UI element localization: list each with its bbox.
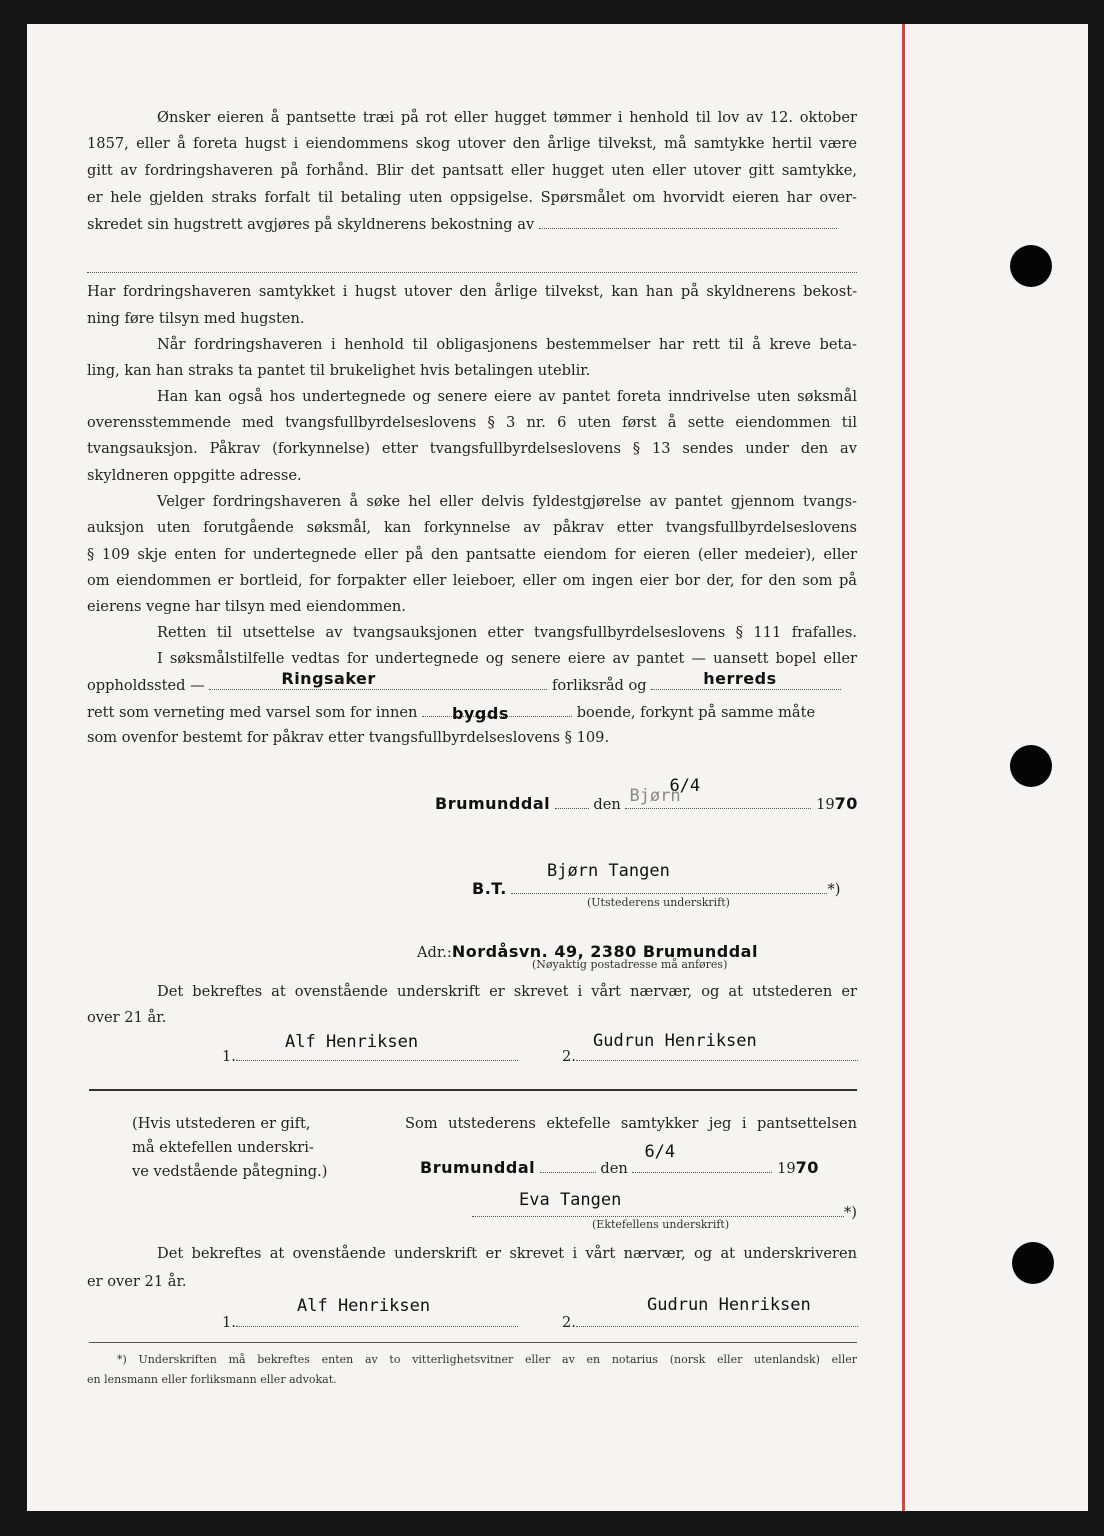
text-line: Det bekreftes at ovenstående underskrift er skrevet i vårt nærvær, og at underskriveren bbox=[157, 1245, 857, 1262]
text-line: § 109 skje enten for undertegnede eller på den pantsatte eiendom for eieren (eller medeier), eller bbox=[87, 546, 857, 563]
text-line: oppholdssted — Ringsaker forliksråd og herreds bbox=[87, 675, 857, 696]
text-line: auksjon uten forutgående søksmål, kan forkynnelse av påkrav etter tvangsfullbyrdelseslovens bbox=[87, 519, 857, 536]
text-line: over 21 år. bbox=[87, 1009, 167, 1026]
text-line: Retten til utsettelse av tvangsauksjonen etter tvangsfullbyrdelseslovens § 111 frafalles. bbox=[157, 624, 857, 641]
place-date-line: Brumunddal den Bjørn 6/4 1970 bbox=[435, 776, 858, 813]
text-line: om eiendommen er bortleid, for forpakter eller leieboer, eller om ingen eier bor der, for den som på bbox=[87, 572, 857, 589]
margin-line bbox=[902, 24, 905, 1511]
text-line: er hele gjelden straks forfalt til betaling uten oppsigelse. Spørsmålet om hvorvidt eieren har over- bbox=[87, 189, 857, 206]
text-line: 1857, eller å foreta hugst i eiendommens skog utover den årlige tilvekst, må samtykke hertil være bbox=[87, 135, 857, 152]
text-fragment: skredet sin hugstrett avgjøres på skyldnerens bekostning av bbox=[87, 216, 535, 233]
place-stamp: Brumunddal bbox=[435, 794, 551, 813]
dotted-blank bbox=[209, 669, 547, 690]
text-line: som ovenfor bestemt for påkrav etter tvangsfullbyrdelseslovens § 109. bbox=[87, 729, 610, 746]
signature-line: 1. bbox=[222, 1312, 518, 1333]
text-line: overensstemmende med tvangsfullbyrdelseslovens § 3 nr. 6 uten først å sette eiendommen til bbox=[87, 414, 857, 431]
dotted-blank bbox=[422, 702, 572, 723]
year-stamp: 70 bbox=[795, 1158, 819, 1177]
note-line: må ektefellen underskri- bbox=[132, 1139, 314, 1156]
witness-signature: Gudrun Henriksen bbox=[593, 1031, 757, 1051]
witness-signature: Gudrun Henriksen bbox=[647, 1295, 811, 1315]
section-divider bbox=[89, 1089, 857, 1091]
signature-caption: (Utstederens underskrift) bbox=[587, 896, 730, 909]
text-line: eierens vegne har tilsyn med eiendommen. bbox=[87, 598, 406, 615]
signature-line: B.T. *) bbox=[472, 879, 841, 898]
dotted-line-row bbox=[87, 258, 857, 279]
dotted-blank bbox=[539, 214, 837, 229]
dotted-blank bbox=[632, 1142, 772, 1173]
text-line: Ønsker eieren å pantsette træi på rot eller hugget tømmer i henhold til lov av 12. oktober bbox=[157, 109, 857, 126]
witness-signature: Alf Henriksen bbox=[297, 1296, 431, 1316]
date-handwritten: 6/4 bbox=[644, 1142, 676, 1162]
dotted-blank bbox=[555, 794, 589, 809]
signature-line: *) bbox=[472, 1202, 857, 1223]
place-stamp: Brumunddal bbox=[420, 1158, 536, 1177]
dotted-blank bbox=[236, 1312, 518, 1327]
text-line: skyldneren oppgitte adresse. bbox=[87, 467, 302, 484]
text-line bbox=[87, 214, 857, 235]
note-line: ve vedstående påtegning.) bbox=[132, 1163, 328, 1180]
crossed-out-name: Bjørn bbox=[629, 786, 681, 806]
text-line: Det bekreftes at ovenstående underskrift er skrevet i vårt nærvær, og at utstederen er bbox=[157, 983, 857, 1000]
place-date-line: Brumunddal den 6/4 1970 bbox=[420, 1142, 819, 1177]
dotted-blank bbox=[236, 1046, 518, 1061]
signature-line: 2. bbox=[562, 1312, 858, 1333]
footnote-divider bbox=[89, 1342, 857, 1343]
forliksrad-stamp: Ringsaker bbox=[281, 669, 376, 688]
address-caption: (Nøyaktig postadresse må anføres) bbox=[532, 958, 728, 971]
text-line: gitt av fordringshaveren på forhånd. Blir det pantsatt eller hugget uten eller utover gitt samtykke, bbox=[87, 162, 857, 179]
text-line: Når fordringshaveren i henhold til obligasjonens bestemmelser har rett til å kreve beta- bbox=[157, 336, 857, 353]
signature-caption: (Ektefellens underskrift) bbox=[592, 1218, 730, 1231]
dotted-blank bbox=[576, 1046, 858, 1061]
signature-line: 1. bbox=[222, 1046, 518, 1067]
punch-hole-middle bbox=[1010, 745, 1052, 787]
note-line: (Hvis utstederen er gift, bbox=[132, 1115, 311, 1132]
date-handwritten: 6/4 bbox=[669, 776, 701, 796]
dotted-blank bbox=[472, 1202, 844, 1217]
text-line: ning føre tilsyn med hugsten. bbox=[87, 310, 305, 327]
punch-hole-bottom bbox=[1012, 1242, 1054, 1284]
text-line: Han kan også hos undertegnede og senere eiere av pantet foreta inndrivelse uten søksmål bbox=[157, 388, 857, 405]
dotted-blank bbox=[87, 258, 857, 273]
footnote-line: en lensmann eller forliksmann eller advokat. bbox=[87, 1373, 337, 1386]
witness-signature: Alf Henriksen bbox=[285, 1032, 419, 1052]
document-page bbox=[27, 24, 1088, 1511]
text-line: er over 21 år. bbox=[87, 1273, 187, 1290]
footnote-line: *) Underskriften må bekreftes enten av to vitterlighetsvitner eller av en notarius (norsk eller utenlandsk) eller bbox=[117, 1353, 857, 1366]
spouse-signature: Eva Tangen bbox=[519, 1190, 622, 1210]
issuer-signature: Bjørn Tangen bbox=[547, 861, 670, 881]
year-stamp: 70 bbox=[834, 794, 858, 813]
dotted-blank bbox=[540, 1158, 596, 1173]
dotted-blank bbox=[625, 776, 811, 809]
address-stamp: Nordåsvn. 49, 2380 Brumunddal bbox=[451, 942, 758, 961]
text-line: I søksmålstilfelle vedtas for undertegnede og senere eiere av pantet — uansett bopel eller bbox=[157, 650, 857, 667]
text-line: Velger fordringshaveren å søke hel eller delvis fyldestgjørelse av pantet gjennom tvangs- bbox=[157, 493, 857, 510]
punch-hole-top bbox=[1010, 245, 1052, 287]
initials-stamp: B.T. bbox=[472, 879, 507, 898]
text-line: tvangsauksjon. Påkrav (forkynnelse) etter tvangsfullbyrdelseslovens § 13 sendes under den av bbox=[87, 440, 857, 457]
text-line: ling, kan han straks ta pantet til brukelighet hvis betalingen uteblir. bbox=[87, 362, 591, 379]
dotted-blank bbox=[651, 669, 841, 690]
signature-line: 2. bbox=[562, 1046, 858, 1067]
address-line: Adr.:Nordåsvn. 49, 2380 Brumunddal bbox=[417, 942, 758, 961]
text-line: rett som verneting med varsel som for innen bygds boende, forkynt på samme måte bbox=[87, 704, 816, 723]
dotted-blank bbox=[511, 879, 827, 894]
bygds-stamp: bygds bbox=[452, 704, 509, 723]
text-line: Som utstederens ektefelle samtykker jeg i pantsettelsen bbox=[405, 1115, 857, 1132]
text-line: Har fordringshaveren samtykket i hugst utover den årlige tilvekst, kan han på skyldnerens bekost- bbox=[87, 283, 857, 300]
herreds-stamp: herreds bbox=[703, 669, 777, 688]
dotted-blank bbox=[576, 1312, 858, 1327]
